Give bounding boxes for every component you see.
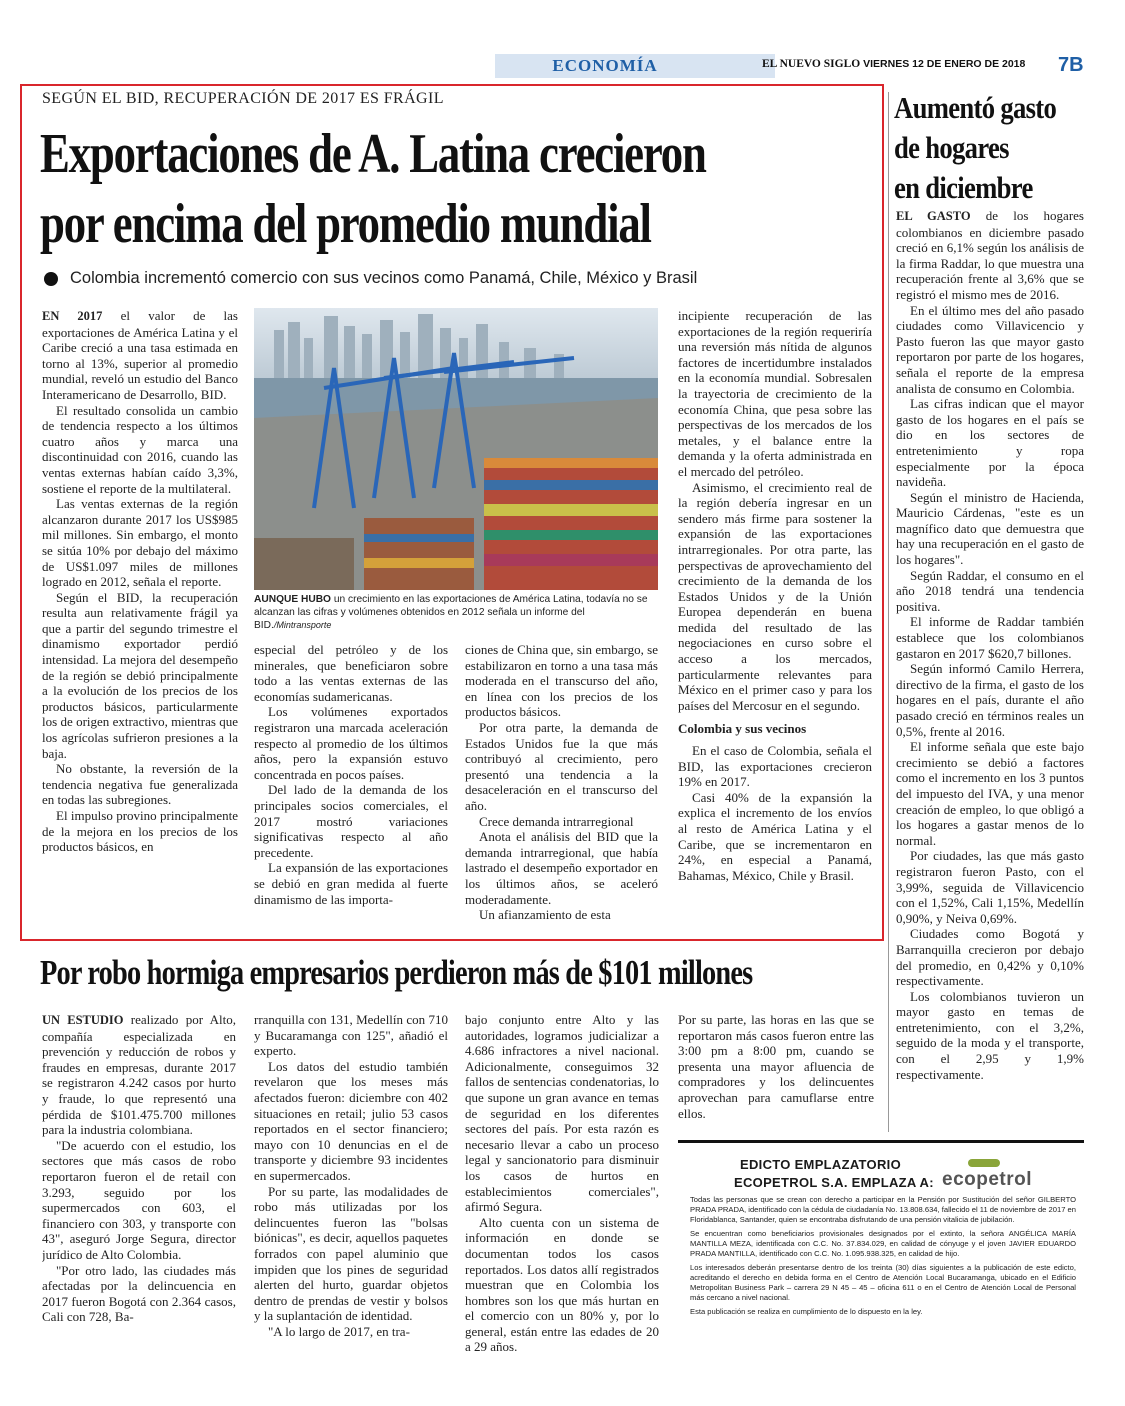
side-p7: Según informó Camilo Herrera, directivo de la firma, el gasto de los hogares en el país, durante el año pasado creció en términos reales un 0,5%, frente al 2016. bbox=[896, 661, 1084, 739]
bottom-headline: Por robo hormiga empresarios perdieron más de $101 millones bbox=[40, 953, 753, 992]
side-p1: de los hogares colombianos en diciembre pasado creció en 6,1% según los análisis de la firma Raddar, lo que muestra una recuperación frente al 3,6% que se registró el mismo mes de 2016. bbox=[896, 208, 1084, 302]
bottom-col1-p1: realizado por Alto, compañía especializada en prevención y reducción de robos y fraudes en empresas, durante 2017 se registraron 4.242 casos por hurto y fraude, lo que representó una pérdida de $101.475.700 millones para la industria colombiana. bbox=[42, 1012, 236, 1138]
ecopetrol-logo-text: ecopetrol bbox=[942, 1169, 1033, 1190]
main-kicker: SEGÚN EL BID, RECUPERACIÓN DE 2017 ES FRÁGIL bbox=[42, 90, 444, 107]
photo-caption bbox=[254, 593, 658, 632]
side-lead: EL GASTO bbox=[896, 209, 971, 223]
main-col3-p2: Por otra parte, la demanda de Estados Unidos fue la que más contribuyó al crecimiento, pero presentó una tendencia a la desaceleración en el transcurso del año. bbox=[465, 719, 658, 813]
paper-name: EL NUEVO SIGLO bbox=[762, 58, 861, 70]
side-body bbox=[896, 208, 1084, 1132]
edicto-p3: Los interesados deberán presentarse dentro de los treinta (30) días siguientes a la publicación de este edicto, acreditando el derecho en debida forma en el Centro de Atención Local Bucaramanga, ubicado en el Edificio Metropolitan Business Park – carrera 29 N 45 – 45 – oficina 611 o en el Centro de Atención Local de Personal más cercano a nivel nacional. bbox=[690, 1263, 1076, 1302]
port-photo bbox=[254, 308, 658, 590]
bottom-col4-p1: Por su parte, las horas en las que se reportaron más casos fueron entre las 3:00 pm a 8:00 pm, cuando se presenta una mayor afluencia de compradores y los delincuentes aprovechan para camuflarse entre ellos. bbox=[678, 1012, 874, 1121]
bottom-col2 bbox=[254, 1012, 448, 1362]
bottom-col3 bbox=[465, 1012, 659, 1362]
side-p3: Las cifras indican que el mayor gasto de los hogares en el país se dio en los sectores de entretenimiento y ropa especialmente por la época navideña. bbox=[896, 396, 1084, 490]
main-col4-p4: Casi 40% de la expansión la explica el incremento de los envíos al resto de América Latina y el Caribe, que se incrementaron en 24%, en especial a Panamá, Bahamas, México, Chile y Brasil. bbox=[678, 789, 872, 883]
edicto-title1: EDICTO EMPLAZATORIO bbox=[740, 1157, 901, 1172]
main-col1 bbox=[42, 308, 238, 936]
side-p4: Según el ministro de Hacienda, Mauricio Cárdenas, "este es un magnífico dato que demuestra que hay una recuperación en el gasto de los hogares". bbox=[896, 489, 1084, 568]
section-label: ECONOMÍA bbox=[552, 56, 658, 75]
edicto-p1: Todas las personas que se crean con derecho a participar en la Pensión por Sustitución del señor GILBERTO PRADA PRADA, identificado con la cédula de ciudadanía No. 13.808.634, fallecido el 11 de noviembre de 2017 en Floridablanca, Santander, quien se encontraba disfrutando de una pensión vitalicia de jubilación. bbox=[690, 1195, 1076, 1224]
edicto-body bbox=[690, 1195, 1076, 1317]
bottom-col2-p2: Los datos del estudio también revelaron que los meses más afectados fueron: diciembre con 402 situaciones en retail; julio 53 casos reportados en el sector financiero; mayo con 10 denuncias en el de transporte y diciembre 93 incidentes en supermercados. bbox=[254, 1058, 448, 1183]
bottom-col2-p3: Por su parte, las modalidades de robo más utilizadas por los delincuentes fueron las "bolsas biónicas", es decir, aquellos paquetes forrados con papel aluminio que impiden que los pines de seguridad alerten del hurto, guardar objetos dentro de prendas de vestir y bolsos y la suplantación de identidad. bbox=[254, 1183, 448, 1324]
issue-date: VIERNES 12 DE ENERO DE 2018 bbox=[863, 58, 1026, 70]
bottom-col1-p3: "Por otro lado, las ciudades más afectadas por la delincuencia en 2017 fueron Bogotá con 2.364 casos, Cali con 728, Ba- bbox=[42, 1262, 236, 1325]
main-col1-p2: El resultado consolida un cambio de tendencia respecto a los últimos cuatro años y marca una discontinuidad con 2016, cuando las ventas externas habían caído 3,3%, sostiene el reporte de la multilateral. bbox=[42, 402, 238, 496]
side-p11: Los colombianos tuvieron un mayor gasto en temas de entretenimiento, con el 3,2%, seguido de la moda y el transporte, con el 2,95 y 1,9% respectivamente. bbox=[896, 988, 1084, 1082]
main-col3 bbox=[465, 642, 658, 936]
header-dateline bbox=[762, 58, 1025, 70]
main-col1-p3: Las ventas externas de la región alcanzaron durante 2017 los US$985 mil millones. Sin embargo, el monto se sitúa 10% por debajo del máximo de US$1.097 miles de millones logrado en 2012, señala el reporte. bbox=[42, 496, 238, 590]
deck-bullet-icon bbox=[44, 272, 58, 286]
main-col2 bbox=[254, 642, 448, 936]
bottom-col2-p4: "A lo largo de 2017, en tra- bbox=[268, 1323, 410, 1339]
side-p6: El informe de Raddar también establece que los colombianos gastaron en 2017 $620,7 billones. bbox=[896, 614, 1084, 661]
side-p8: El informe señala que este bajo crecimiento se debió a factores como el incremento en los 3 puntos del impuesto del IVA, y una menor creación de empleo, lo que obligó a los hogares a gastar menos de lo normal. bbox=[896, 739, 1084, 848]
main-col4-p3: En el caso de Colombia, señala el BID, las exportaciones crecieron 19% en 2017. bbox=[678, 743, 872, 790]
main-deck: Colombia incrementó comercio con sus vecinos como Panamá, Chile, México y Brasil bbox=[70, 269, 698, 287]
main-col2-p1: especial del petróleo y de los minerales, que beneficiaron sobre todo a las ventas externas de las economías sudamericanas. bbox=[254, 642, 448, 704]
bottom-col1-p2: "De acuerdo con el estudio, los sectores que más casos de robo reportaron fueron el de retail con 3.293, seguido por los supermercados con 603, el financiero con 303, y transporte con 43", aseguró Jorge Segura, director jurídico de Alto Colombia. bbox=[42, 1137, 236, 1262]
side-headline bbox=[894, 88, 1056, 208]
edicto-p2: Se encuentran como beneficiarios provisionales designados por el extinto, la señora ANGÉLICA MARÍA MANTILLA MEZA, identificada con C.C. No. 37.834.029, en calidad de cónyuge y el joven JAVIER EDUARDO PRADA MANTILLA, identificado con C.C. No. 1.095.938.325, en calidad de hijo. bbox=[690, 1229, 1076, 1258]
side-p9: Por ciudades, las que más gasto registraron fueron Pasto, con el 3,99%, seguida de Villavicencio con el 1,52%, Cali 1,15%, Medellín 0,90%, y Neiva 0,69%. bbox=[896, 848, 1084, 926]
main-col4 bbox=[678, 308, 872, 936]
iguana-icon bbox=[968, 1159, 1000, 1167]
edicto-title2: ECOPETROL S.A. EMPLAZA A: bbox=[734, 1175, 934, 1190]
main-col2-p3: Del lado de la demanda de los principales socios comerciales, el 2017 mostró variaciones significativas respecto al año precedente. bbox=[254, 782, 448, 860]
page-number: 7B bbox=[1058, 54, 1084, 76]
bottom-col2-p1: rranquilla con 131, Medellín con 710 y Bucaramanga con 125", añadió el experto. bbox=[254, 1012, 448, 1059]
bottom-col3-p2: Alto cuenta con un sistema de información en donde se documentan todos los casos reportados. Los datos allí registrados muestran que en Colombia los hombres son los que más hurtan en el comercio con un 80% y, por lo general, están entre las edades de 20 a 29 años. bbox=[465, 1214, 659, 1355]
port-photo-illustration bbox=[254, 308, 658, 590]
main-col1-lead: EN 2017 bbox=[42, 309, 103, 323]
main-headline-line1: Exportaciones de A. Latina crecieron bbox=[40, 123, 706, 185]
edicto-p4: Esta publicación se realiza en cumplimiento de lo dispuesto en la ley. bbox=[690, 1307, 923, 1316]
bottom-col4 bbox=[678, 1012, 874, 1132]
side-headline-line3: en diciembre bbox=[894, 170, 1033, 205]
main-col3-p5: Un afianzamiento de esta bbox=[479, 907, 611, 923]
page-header bbox=[40, 54, 1085, 78]
main-col3-p1: ciones de China que, sin embargo, se estabilizaron en torno a una tasa más moderada en el transcurso del año, en línea con los precios de los productos básicos. bbox=[465, 642, 658, 720]
side-p2: En el último mes del año pasado ciudades como Villavicencio y Pasto fueron las que mayor gasto reportaron por parte de los hogares, señala el reporte de la empresa analista de consumo en Colombia. bbox=[896, 302, 1084, 396]
main-col3-p3: Crece demanda intrarregional bbox=[479, 813, 634, 829]
bottom-col1 bbox=[42, 1012, 236, 1362]
edicto-box bbox=[678, 1140, 1084, 1366]
photo-credit: /Mintransporte bbox=[273, 620, 332, 630]
side-p5: Según Raddar, el consumo en el año 2018 tendrá una tendencia positiva. bbox=[896, 567, 1084, 614]
main-col1-p6: El impulso provino principalmente de la mejora en los precios de los productos básicos, en bbox=[42, 808, 238, 855]
main-col4-p1: incipiente recuperación de las exportaciones de la región requeriría una reversión más nítida de algunos factores de incertidumbre instalados en la economía mundial. Sobresalen la trayectoria de crecimiento de la economía China, que pesa sobre las perspectivas de los mercados de los metales, y el balance entre la demanda y la oferta administrada en el mercado del petróleo. bbox=[678, 308, 872, 479]
photo-caption-lead: AUNQUE HUBO bbox=[254, 594, 331, 605]
ecopetrol-logo bbox=[942, 1169, 1032, 1191]
side-divider bbox=[888, 92, 889, 1132]
photo-caption-text: un crecimiento en las exportaciones de América Latina, todavía no se alcanzan las cifras y volúmenes obtenidos en 2012 señala un informe del BID. bbox=[254, 594, 648, 631]
main-col2-p2: Los volúmenes exportados registraron una marcada aceleración respecto al promedio de los últimos años, pero la expansión estuvo concentrada en pocos países. bbox=[254, 704, 448, 782]
main-col2-p4: La expansión de las exportaciones se debió en gran medida al fuerte dinamismo de las importa- bbox=[254, 860, 448, 907]
bottom-col1-lead: UN ESTUDIO bbox=[42, 1013, 124, 1027]
main-col3-p4: Anota el análisis del BID que la demanda intrarregional, que había lastrado el desempeño exportador en los últimos años, se aceleró moderadamente. bbox=[465, 829, 658, 907]
main-col1-p4: Según el BID, la recuperación resulta aun relativamente frágil ya que a partir del segundo trimestre el dinamismo exportador perdió intensidad. La mejora del desempeño de la región se debió principalmente a la evolución de los precios de los productos básicos, particularmente los de origen extractivo, mientras que los agrícolas sufrieron presiones a la baja. bbox=[42, 589, 238, 761]
side-p10: Ciudades como Bogotá y Barranquilla crecieron por debajo del promedio, en 0,42% y 0,10% respectivamente. bbox=[896, 926, 1084, 989]
side-headline-line2: de hogares bbox=[894, 130, 1009, 165]
bottom-col3-p1: bajo conjunto entre Alto y las autoridades, logramos judicializar a 4.686 infractores a nivel nacional. Adicionalmente, conseguimos 32 fallos de sentencias condenatorias, lo que supone un gran avance en temas de seguridad en los diferentes sectores del país. Por esta razón es necesario llevar a cabo un proceso legal y sancionatorio para disminuir los casos de hurtos en establecimientos comerciales", afirmó Segura. bbox=[465, 1012, 659, 1215]
main-col4-p2: Asimismo, el crecimiento real de la región debería ingresar en un sendero más firme para sostener la expansión de las exportaciones intrarregionales. Por otra parte, las perspectivas de aprovechamiento del crecimiento de la demanda de los Estados Unidos y de la Unión Europea dependerán en buena medida del resultado de las negociaciones en curso sobre el acceso a los mercados, particularmente relevantes para México en el primer caso y para los países del Mercosur en el segundo. bbox=[678, 479, 872, 713]
main-col1-p5: No obstante, la reversión de la tendencia negativa fue generalizada en todas las subregiones. bbox=[42, 761, 238, 808]
side-headline-line1: Aumentó gasto bbox=[894, 90, 1057, 125]
main-col4-subhead: Colombia y sus vecinos bbox=[678, 721, 807, 737]
main-col1-p1: el valor de las exportaciones de América Latina y el Caribe creció a una tasa estimada en torno al 13%, superior al promedio mundial, reveló un estudio del Banco Interamericano de Desarrollo, BID. bbox=[42, 308, 238, 402]
main-headline-line2: por encima del promedio mundial bbox=[40, 193, 651, 255]
